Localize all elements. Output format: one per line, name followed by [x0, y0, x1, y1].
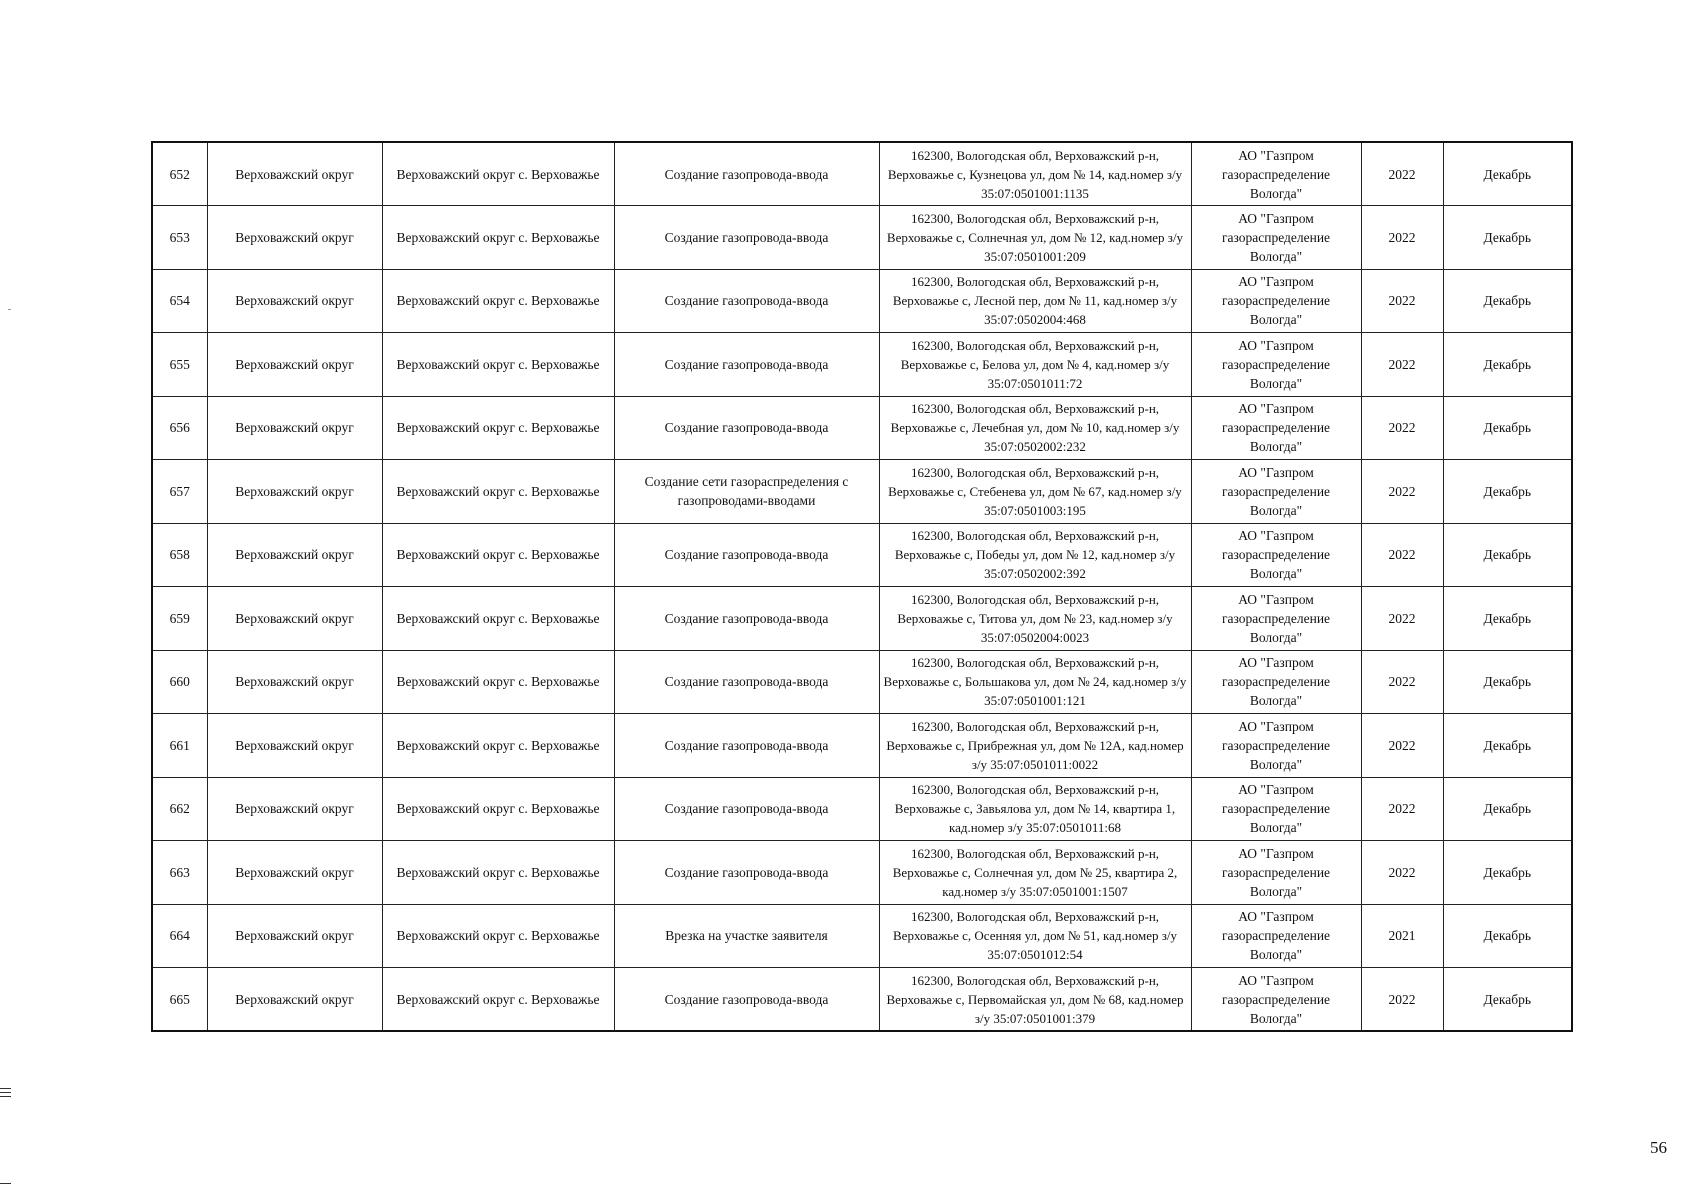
settlement-cell: Верховажский округ с. Верховажье — [382, 523, 614, 587]
address-cell: 162300, Вологодская обл, Верховажский р-н, Верховажье с, Белова ул, дом № 4, кад.номер з/у 35:07:0501011:72 — [879, 333, 1191, 397]
organization-cell: АО "Газпром газораспределение Вологда" — [1191, 650, 1361, 714]
address-cell: 162300, Вологодская обл, Верховажский р-н, Верховажье с, Победы ул, дом № 12, кад.номер з/у 35:07:0502002:392 — [879, 523, 1191, 587]
row-number-cell: 663 — [152, 841, 207, 905]
table-row — [152, 460, 1572, 524]
address-cell: 162300, Вологодская обл, Верховажский р-н, Верховажье с, Завьялова ул, дом № 14, квартира 1, кад.номер з/у 35:07:0501011:68 — [879, 777, 1191, 841]
year-cell: 2022 — [1361, 206, 1443, 270]
row-number-cell: 659 — [152, 587, 207, 651]
work-type-cell: Создание газопровода-ввода — [614, 333, 879, 397]
row-number-cell: 662 — [152, 777, 207, 841]
row-number-cell: 653 — [152, 206, 207, 270]
organization-cell: АО "Газпром газораспределение Вологда" — [1191, 269, 1361, 333]
settlement-cell: Верховажский округ с. Верховажье — [382, 206, 614, 270]
month-cell: Декабрь — [1443, 396, 1572, 460]
district-cell: Верховажский округ — [207, 904, 382, 968]
year-cell: 2022 — [1361, 841, 1443, 905]
work-type-cell: Создание газопровода-ввода — [614, 396, 879, 460]
settlement-cell: Верховажский округ с. Верховажье — [382, 587, 614, 651]
table-row — [152, 142, 1572, 206]
table-row — [152, 777, 1572, 841]
month-cell: Декабрь — [1443, 523, 1572, 587]
district-cell: Верховажский округ — [207, 841, 382, 905]
work-type-cell: Создание газопровода-ввода — [614, 714, 879, 778]
row-number-cell: 656 — [152, 396, 207, 460]
organization-cell: АО "Газпром газораспределение Вологда" — [1191, 396, 1361, 460]
month-cell: Декабрь — [1443, 142, 1572, 206]
settlement-cell: Верховажский округ с. Верховажье — [382, 396, 614, 460]
year-cell: 2022 — [1361, 587, 1443, 651]
address-cell: 162300, Вологодская обл, Верховажский р-н, Верховажье с, Солнечная ул, дом № 12, кад.номер з/у 35:07:0501001:209 — [879, 206, 1191, 270]
organization-cell: АО "Газпром газораспределение Вологда" — [1191, 968, 1361, 1032]
settlement-cell: Верховажский округ с. Верховажье — [382, 777, 614, 841]
district-cell: Верховажский округ — [207, 460, 382, 524]
year-cell: 2022 — [1361, 460, 1443, 524]
settlement-cell: Верховажский округ с. Верховажье — [382, 650, 614, 714]
row-number-cell: 660 — [152, 650, 207, 714]
year-cell: 2022 — [1361, 714, 1443, 778]
organization-cell: АО "Газпром газораспределение Вологда" — [1191, 714, 1361, 778]
work-type-cell: Врезка на участке заявителя — [614, 904, 879, 968]
row-number-cell: 664 — [152, 904, 207, 968]
organization-cell: АО "Газпром газораспределение Вологда" — [1191, 904, 1361, 968]
address-cell: 162300, Вологодская обл, Верховажский р-н, Верховажье с, Стебенева ул, дом № 67, кад.номер з/у 35:07:0501003:195 — [879, 460, 1191, 524]
month-cell: Декабрь — [1443, 650, 1572, 714]
month-cell: Декабрь — [1443, 841, 1572, 905]
table-row — [152, 206, 1572, 270]
address-cell: 162300, Вологодская обл, Верховажский р-н, Верховажье с, Кузнецова ул, дом № 14, кад.номер з/у 35:07:0501001:1135 — [879, 142, 1191, 206]
district-cell: Верховажский округ — [207, 968, 382, 1032]
district-cell: Верховажский округ — [207, 396, 382, 460]
margin-tick — [8, 309, 11, 310]
settlement-cell: Верховажский округ с. Верховажье — [382, 714, 614, 778]
row-number-cell: 661 — [152, 714, 207, 778]
district-cell: Верховажский округ — [207, 777, 382, 841]
table-row — [152, 333, 1572, 397]
work-type-cell: Создание газопровода-ввода — [614, 841, 879, 905]
table-row — [152, 523, 1572, 587]
row-number-cell: 658 — [152, 523, 207, 587]
settlement-cell: Верховажский округ с. Верховажье — [382, 142, 614, 206]
settlement-cell: Верховажский округ с. Верховажье — [382, 968, 614, 1032]
settlement-cell: Верховажский округ с. Верховажье — [382, 460, 614, 524]
address-cell: 162300, Вологодская обл, Верховажский р-н, Верховажье с, Осенняя ул, дом № 51, кад.номер з/у 35:07:0501012:54 — [879, 904, 1191, 968]
row-number-cell: 665 — [152, 968, 207, 1032]
work-type-cell: Создание газопровода-ввода — [614, 142, 879, 206]
year-cell: 2022 — [1361, 333, 1443, 397]
address-cell: 162300, Вологодская обл, Верховажский р-н, Верховажье с, Солнечная ул, дом № 25, квартира 2, кад.номер з/у 35:07:0501001:1507 — [879, 841, 1191, 905]
year-cell: 2022 — [1361, 523, 1443, 587]
month-cell: Декабрь — [1443, 269, 1572, 333]
row-number-cell: 652 — [152, 142, 207, 206]
year-cell: 2022 — [1361, 396, 1443, 460]
settlement-cell: Верховажский округ с. Верховажье — [382, 904, 614, 968]
month-cell: Декабрь — [1443, 206, 1572, 270]
work-type-cell: Создание газопровода-ввода — [614, 777, 879, 841]
gasification-table — [151, 141, 1573, 1032]
district-cell: Верховажский округ — [207, 714, 382, 778]
work-type-cell: Создание газопровода-ввода — [614, 206, 879, 270]
organization-cell: АО "Газпром газораспределение Вологда" — [1191, 333, 1361, 397]
district-cell: Верховажский округ — [207, 587, 382, 651]
settlement-cell: Верховажский округ с. Верховажье — [382, 841, 614, 905]
table-row — [152, 968, 1572, 1032]
work-type-cell: Создание газопровода-ввода — [614, 523, 879, 587]
organization-cell: АО "Газпром газораспределение Вологда" — [1191, 841, 1361, 905]
work-type-cell: Создание газопровода-ввода — [614, 650, 879, 714]
address-cell: 162300, Вологодская обл, Верховажский р-н, Верховажье с, Первомайская ул, дом № 68, кад.номер з/у 35:07:0501001:379 — [879, 968, 1191, 1032]
settlement-cell: Верховажский округ с. Верховажье — [382, 333, 614, 397]
table-body — [152, 142, 1572, 1031]
address-cell: 162300, Вологодская обл, Верховажский р-н, Верховажье с, Лечебная ул, дом № 10, кад.номер з/у 35:07:0502002:232 — [879, 396, 1191, 460]
year-cell: 2022 — [1361, 650, 1443, 714]
month-cell: Декабрь — [1443, 777, 1572, 841]
table-row — [152, 650, 1572, 714]
work-type-cell: Создание сети газораспределения с газопроводами-вводами — [614, 460, 879, 524]
organization-cell: АО "Газпром газораспределение Вологда" — [1191, 142, 1361, 206]
settlement-cell: Верховажский округ с. Верховажье — [382, 269, 614, 333]
month-cell: Декабрь — [1443, 333, 1572, 397]
binding-mark-line — [0, 1183, 11, 1184]
month-cell: Декабрь — [1443, 968, 1572, 1032]
address-cell: 162300, Вологодская обл, Верховажский р-н, Верховажье с, Большакова ул, дом № 24, кад.номер з/у 35:07:0501001:121 — [879, 650, 1191, 714]
month-cell: Декабрь — [1443, 460, 1572, 524]
work-type-cell: Создание газопровода-ввода — [614, 269, 879, 333]
page-number: 56 — [1650, 1138, 1667, 1157]
row-number-cell: 657 — [152, 460, 207, 524]
district-cell: Верховажский округ — [207, 523, 382, 587]
address-cell: 162300, Вологодская обл, Верховажский р-н, Верховажье с, Прибрежная ул, дом № 12А, кад.номер з/у 35:07:0501011:0022 — [879, 714, 1191, 778]
year-cell: 2022 — [1361, 968, 1443, 1032]
table-row — [152, 904, 1572, 968]
month-cell: Декабрь — [1443, 904, 1572, 968]
row-number-cell: 654 — [152, 269, 207, 333]
year-cell: 2022 — [1361, 777, 1443, 841]
organization-cell: АО "Газпром газораспределение Вологда" — [1191, 460, 1361, 524]
work-type-cell: Создание газопровода-ввода — [614, 968, 879, 1032]
organization-cell: АО "Газпром газораспределение Вологда" — [1191, 777, 1361, 841]
binding-mark — [0, 1088, 12, 1097]
organization-cell: АО "Газпром газораспределение Вологда" — [1191, 587, 1361, 651]
table-row — [152, 587, 1572, 651]
year-cell: 2022 — [1361, 269, 1443, 333]
year-cell: 2021 — [1361, 904, 1443, 968]
organization-cell: АО "Газпром газораспределение Вологда" — [1191, 206, 1361, 270]
address-cell: 162300, Вологодская обл, Верховажский р-н, Верховажье с, Титова ул, дом № 23, кад.номер з/у 35:07:0502004:0023 — [879, 587, 1191, 651]
table-row — [152, 841, 1572, 905]
organization-cell: АО "Газпром газораспределение Вологда" — [1191, 523, 1361, 587]
month-cell: Декабрь — [1443, 714, 1572, 778]
work-type-cell: Создание газопровода-ввода — [614, 587, 879, 651]
month-cell: Декабрь — [1443, 587, 1572, 651]
table-row — [152, 269, 1572, 333]
table-row — [152, 714, 1572, 778]
address-cell: 162300, Вологодская обл, Верховажский р-н, Верховажье с, Лесной пер, дом № 11, кад.номер з/у 35:07:0502004:468 — [879, 269, 1191, 333]
district-cell: Верховажский округ — [207, 142, 382, 206]
district-cell: Верховажский округ — [207, 333, 382, 397]
table-row — [152, 396, 1572, 460]
district-cell: Верховажский округ — [207, 206, 382, 270]
district-cell: Верховажский округ — [207, 269, 382, 333]
row-number-cell: 655 — [152, 333, 207, 397]
district-cell: Верховажский округ — [207, 650, 382, 714]
year-cell: 2022 — [1361, 142, 1443, 206]
